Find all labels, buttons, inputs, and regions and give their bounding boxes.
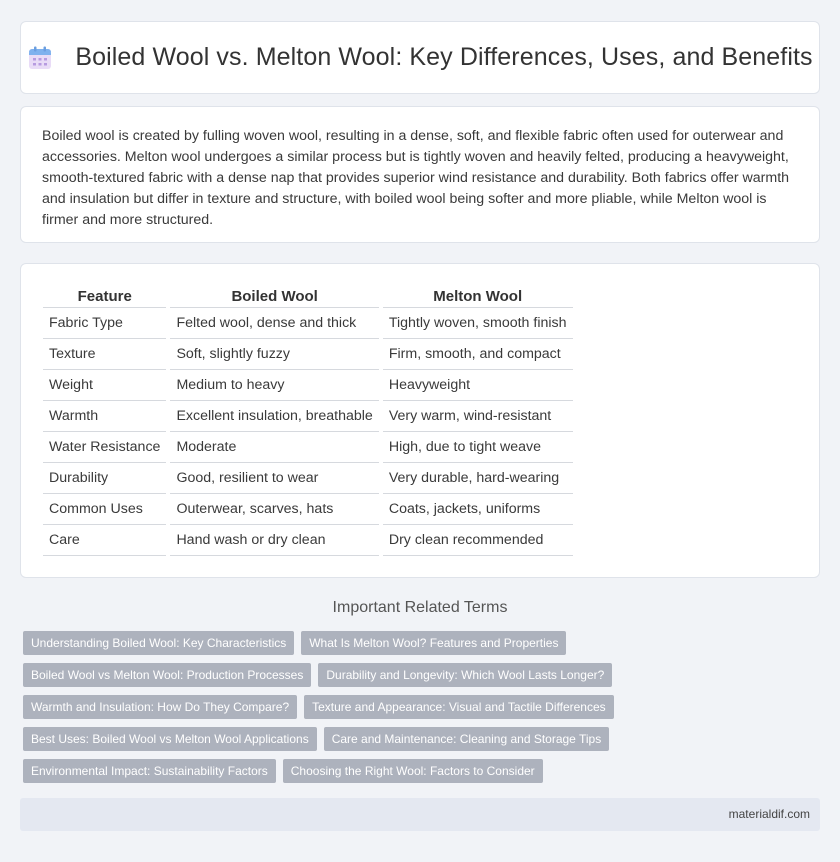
table-cell: Medium to heavy (168, 370, 380, 401)
table-row (43, 525, 575, 556)
table-cell: Durability (43, 463, 168, 494)
table-cell: Dry clean recommended (381, 525, 575, 556)
related-term-tag[interactable]: Texture and Appearance: Visual and Tactile Differences (304, 695, 614, 719)
table-row (43, 370, 575, 401)
related-terms-title: Important Related Terms (332, 599, 508, 616)
tag-row (23, 727, 823, 751)
calendar-icon (27, 45, 53, 71)
tag-row (23, 695, 823, 719)
tag-row (23, 759, 823, 783)
table-cell: Very durable, hard-wearing (381, 463, 575, 494)
table-cell: Excellent insulation, breathable (168, 401, 380, 432)
intro-section (20, 106, 820, 243)
table-row (43, 432, 575, 463)
table-cell: Common Uses (43, 494, 168, 525)
table-cell: Coats, jackets, uniforms (381, 494, 575, 525)
table-cell: Water Resistance (43, 432, 168, 463)
tag-row (23, 631, 823, 655)
tag-row (23, 663, 823, 687)
table-cell: High, due to tight weave (381, 432, 575, 463)
related-term-tag[interactable]: Warmth and Insulation: How Do They Compare? (23, 695, 297, 719)
table-cell: Texture (43, 339, 168, 370)
footer-site-link[interactable]: materialdif.com (728, 807, 810, 821)
table-cell: Firm, smooth, and compact (381, 339, 575, 370)
table-row (43, 401, 575, 432)
column-header-feature: Feature (43, 284, 168, 308)
related-terms-list (23, 631, 823, 791)
table-cell: Heavyweight (381, 370, 575, 401)
table-cell: Felted wool, dense and thick (168, 308, 380, 339)
page-header (20, 21, 820, 94)
related-term-tag[interactable]: Environmental Impact: Sustainability Factors (23, 759, 276, 783)
table-cell: Moderate (168, 432, 380, 463)
table-cell: Very warm, wind-resistant (381, 401, 575, 432)
table-header-row (43, 284, 575, 308)
table-cell: Hand wash or dry clean (168, 525, 380, 556)
comparison-table (43, 284, 577, 556)
related-term-tag[interactable]: What Is Melton Wool? Features and Properties (301, 631, 566, 655)
table-cell: Tightly woven, smooth finish (381, 308, 575, 339)
table-cell: Outerwear, scarves, hats (168, 494, 380, 525)
page-title: Boiled Wool vs. Melton Wool: Key Differences, Uses, and Benefits (75, 43, 813, 71)
related-term-tag[interactable]: Best Uses: Boiled Wool vs Melton Wool Applications (23, 727, 317, 751)
table-cell: Soft, slightly fuzzy (168, 339, 380, 370)
table-cell: Warmth (43, 401, 168, 432)
table-row (43, 494, 575, 525)
related-term-tag[interactable]: Durability and Longevity: Which Wool Lasts Longer? (318, 663, 612, 687)
table-cell: Care (43, 525, 168, 556)
intro-text: Boiled wool is created by fulling woven wool, resulting in a dense, soft, and flexible fabric often used for outerwear and accessories. Melton wool undergoes a similar process but is tightly woven and heavily felted, producing a heavyweight, smooth-textured fabric with a dense nap that provides superior wind resistance and durability. Both fabrics offer warmth and insulation but differ in texture and structure, with boiled wool being softer and more pliable, while Melton wool is firmer and more structured. (42, 128, 790, 228)
table-row (43, 339, 575, 370)
related-term-tag[interactable]: Choosing the Right Wool: Factors to Consider (283, 759, 543, 783)
table-cell: Fabric Type (43, 308, 168, 339)
column-header-boiled-wool: Boiled Wool (168, 284, 380, 308)
table-cell: Weight (43, 370, 168, 401)
table-cell: Good, resilient to wear (168, 463, 380, 494)
footer (20, 798, 820, 831)
comparison-section (20, 263, 820, 578)
table-row (43, 308, 575, 339)
related-term-tag[interactable]: Understanding Boiled Wool: Key Characteristics (23, 631, 294, 655)
related-term-tag[interactable]: Boiled Wool vs Melton Wool: Production Processes (23, 663, 311, 687)
column-header-melton-wool: Melton Wool (381, 284, 575, 308)
related-term-tag[interactable]: Care and Maintenance: Cleaning and Storage Tips (324, 727, 610, 751)
table-row (43, 463, 575, 494)
